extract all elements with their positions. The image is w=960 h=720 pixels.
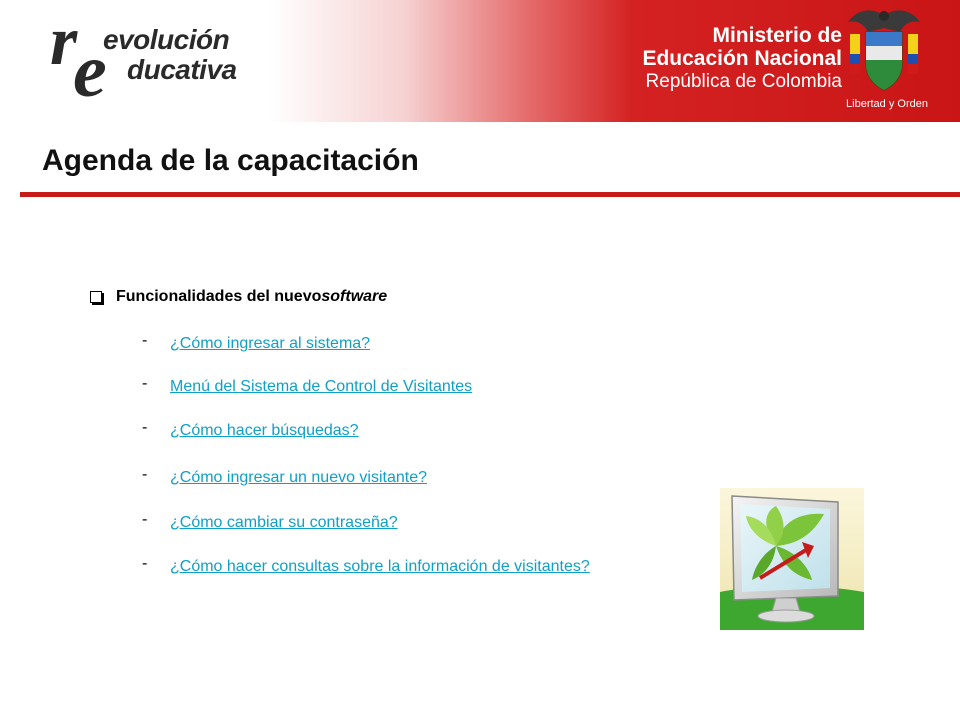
- dash-bullet: -: [142, 419, 148, 436]
- page-title: Agenda de la capacitación: [42, 144, 419, 177]
- box-bullet-icon: [90, 291, 102, 303]
- link-menu-sistema[interactable]: Menú del Sistema de Control de Visitantes: [170, 378, 473, 395]
- logo-word-1: evolución: [103, 24, 230, 55]
- dash-bullet: -: [142, 375, 148, 392]
- link-consultas-visitantes[interactable]: ¿Cómo hacer consultas sobre la información de visitantes?: [170, 558, 590, 575]
- dash-bullet: -: [142, 511, 148, 528]
- link-hacer-busquedas[interactable]: ¿Cómo hacer búsquedas?: [170, 422, 359, 439]
- link-cambiar-contrasena[interactable]: ¿Cómo cambiar su contraseña?: [170, 514, 398, 531]
- dash-bullet: -: [142, 555, 148, 572]
- ministry-name: [642, 24, 842, 93]
- title-divider: [20, 192, 960, 197]
- logo-letter-e: e: [73, 29, 107, 113]
- ministry-line-2: Educación Nacional: [642, 47, 842, 70]
- ministry-line-3: República de Colombia: [645, 71, 842, 92]
- link-ingresar-sistema[interactable]: ¿Cómo ingresar al sistema?: [170, 335, 371, 352]
- ministry-line-1: Ministerio de: [712, 24, 842, 47]
- dash-bullet: -: [142, 332, 148, 349]
- revolucion-educativa-logo: [40, 3, 270, 113]
- emblem-icon: [842, 4, 926, 96]
- agenda-heading-text: Funcionalidades del nuevo: [116, 288, 322, 305]
- link-nuevo-visitante[interactable]: ¿Cómo ingresar un nuevo visitante?: [170, 469, 428, 486]
- computer-monitor-icon: [720, 488, 864, 630]
- agenda-heading-italic: software: [321, 288, 388, 305]
- logo-letter-r: r: [50, 3, 78, 80]
- logo-word-2: ducativa: [127, 54, 237, 85]
- dash-bullet: -: [142, 466, 148, 483]
- header-banner: [0, 0, 960, 122]
- motto-text: Libertad y Orden: [846, 98, 928, 110]
- agenda-heading: [90, 288, 387, 306]
